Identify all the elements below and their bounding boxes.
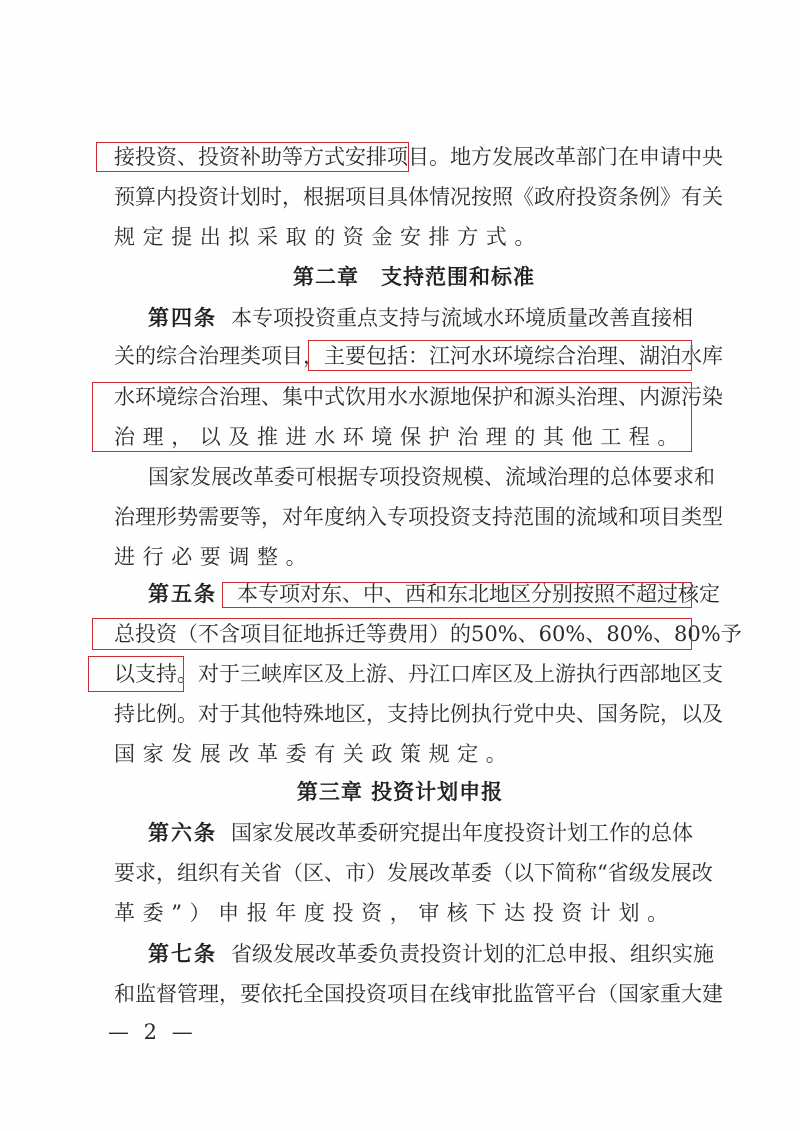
article-label: 第五条	[148, 581, 217, 606]
article-label: 第六条	[148, 820, 217, 845]
chapter-heading: 第二章 支持范围和标准	[293, 265, 535, 289]
text-line: 和监督管理，要依托全国投资项目在线审批监管平台（国家重大建	[114, 982, 723, 1006]
text-line: 预算内投资计划时，根据项目具体情况按照《政府投资条例》有关	[114, 185, 723, 209]
text-line: 本专项投资重点支持与流域水环境质量改善直接相	[231, 306, 693, 330]
article-4-first-line	[148, 302, 693, 334]
text-line: 省级发展改革委负责投资计划的汇总申报、组织实施	[231, 942, 714, 966]
article-label: 第七条	[148, 941, 217, 966]
article-5-first-line	[148, 578, 720, 610]
text-line: 接投资、投资补助等方式安排项目。地方发展改革部门在申请中央	[114, 145, 723, 169]
text-line: 持比例。对于其他特殊地区，支持比例执行党中央、国务院，以及	[114, 702, 723, 726]
text-line: 革委”）申报年度投资，审核下达投资计划。	[114, 901, 676, 925]
text-line: 总投资（不含项目征地拆迁等费用）的50%、60%、80%、80%予	[114, 622, 742, 646]
text-line: 治理，以及推进水环境保护治理的其他工程。	[114, 425, 686, 449]
text-line: 以支持。对于三峡库区及上游、丹江口库区及上游执行西部地区支	[114, 662, 723, 686]
text-line: 国家发展改革委可根据专项投资规模、流域治理的总体要求和	[148, 465, 715, 489]
text-line: 国家发展改革委有关政策规定。	[114, 742, 515, 766]
article-6-first-line	[148, 817, 693, 849]
text-line: 关的综合治理类项目，主要包括：江河水环境综合治理、湖泊水库	[114, 344, 723, 368]
text-line: 国家发展改革委研究提出年度投资计划工作的总体	[231, 821, 693, 845]
text-line: 规定提出拟采取的资金安排方式。	[114, 225, 543, 249]
text-line: 要求，组织有关省（区、市）发展改革委（以下简称“省级发展改	[114, 861, 713, 885]
article-label: 第四条	[148, 305, 217, 330]
chapter-heading: 第三章 投资计划申报	[296, 780, 504, 804]
page-number: — 2 —	[108, 1020, 197, 1044]
text-line: 进行必要调整。	[114, 545, 315, 569]
text-line: 治理形势需要等，对年度纳入专项投资支持范围的流域和项目类型	[114, 505, 723, 529]
article-7-first-line	[148, 938, 714, 970]
text-line: 水环境综合治理、集中式饮用水水源地保护和源头治理、内源污染	[114, 385, 723, 409]
text-line: 本专项对东、中、西和东北地区分别按照不超过核定	[237, 582, 720, 606]
